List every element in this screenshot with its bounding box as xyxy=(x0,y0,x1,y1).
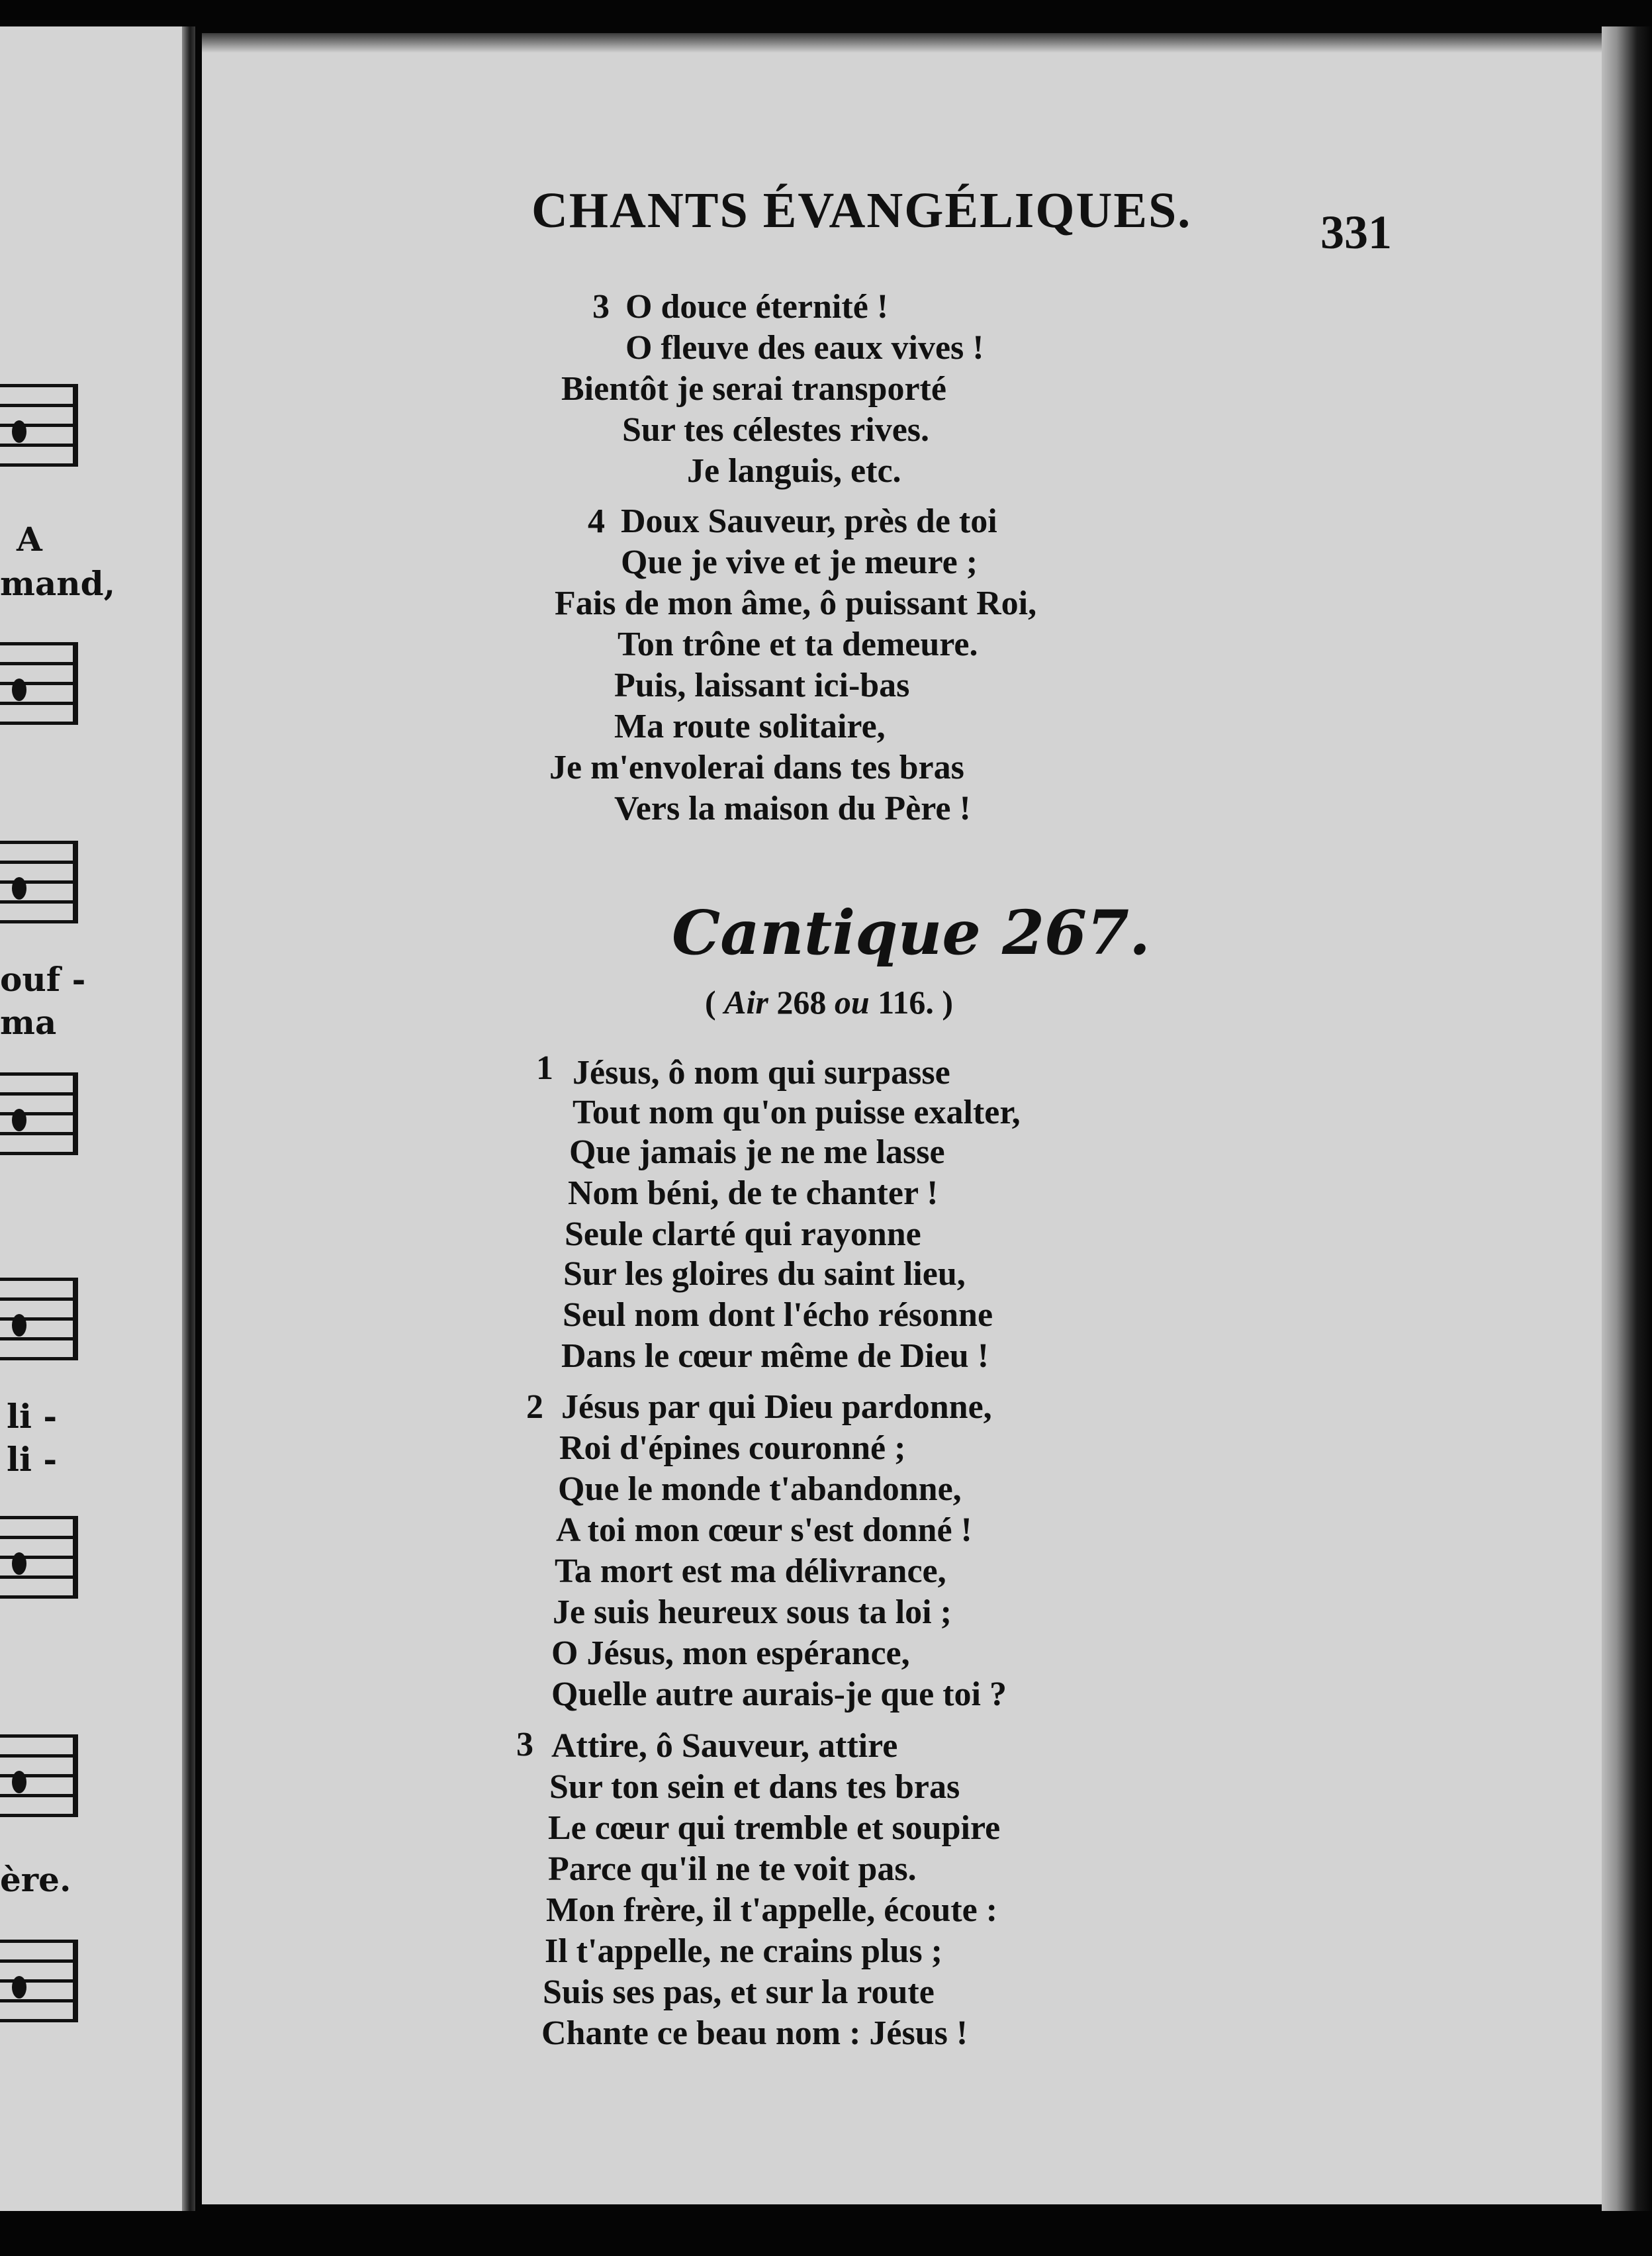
verse-line: Chante ce beau nom : Jésus ! xyxy=(541,2014,968,2052)
verse-line: Je m'envolerai dans tes bras xyxy=(549,749,964,786)
music-note-icon xyxy=(12,679,26,701)
tune-label: Air xyxy=(724,984,768,1021)
verse-line: A toi mon cœur s'est donné ! xyxy=(556,1511,972,1549)
music-note-icon xyxy=(12,1976,26,1998)
tune-or: ou xyxy=(834,984,870,1021)
running-title: CHANTS ÉVANGÉLIQUES. xyxy=(531,183,1192,238)
verse-line: O fleuve des eaux vives ! xyxy=(625,329,984,367)
left-fragment-text: li - xyxy=(7,1397,58,1436)
music-note-icon xyxy=(12,877,26,900)
verse-line: Suis ses pas, et sur la route xyxy=(543,1973,935,2011)
verse-line: Que je vive et je meure ; xyxy=(621,543,978,581)
verse-line: Vers la maison du Père ! xyxy=(614,790,971,827)
verse-line: O Jésus, mon espérance, xyxy=(551,1634,910,1672)
left-fragment-text: ma xyxy=(0,1003,57,1042)
left-fragment-text: mand, xyxy=(0,564,116,603)
verse-line: Fais de mon âme, ô puissant Roi, xyxy=(555,585,1037,622)
verse-line: Roi d'épines couronné ; xyxy=(559,1429,906,1467)
verse-line: Seule clarté qui rayonne xyxy=(565,1215,921,1253)
verse-line: O douce éternité ! xyxy=(625,288,889,326)
verse-line: Tout nom qu'on puisse exalter, xyxy=(573,1094,1021,1131)
music-staff xyxy=(0,1734,78,1820)
left-fragment-text: li - xyxy=(7,1440,58,1479)
verse-line: Que le monde t'abandonne, xyxy=(558,1470,962,1508)
stanza-number: 3 xyxy=(592,288,610,326)
music-staff xyxy=(0,1072,78,1158)
verse-line: Puis, laissant ici-bas xyxy=(614,667,910,704)
verse-line: Sur ton sein et dans tes bras xyxy=(549,1768,960,1806)
verse-line: Parce qu'il ne te voit pas. xyxy=(548,1850,917,1888)
verse-line: Le cœur qui tremble et soupire xyxy=(548,1809,1001,1847)
verse-line: Jésus, ô nom qui surpasse xyxy=(573,1054,950,1092)
verse-line: Seul nom dont l'écho résonne xyxy=(563,1296,993,1334)
tune-reference xyxy=(705,983,953,1021)
music-staff xyxy=(0,1278,78,1364)
page-number: 331 xyxy=(1320,206,1392,259)
music-staff xyxy=(0,384,78,470)
music-note-icon xyxy=(12,1771,26,1793)
book-gutter xyxy=(182,26,195,2211)
music-note-icon xyxy=(12,1109,26,1131)
verse-line: Attire, ô Sauveur, attire xyxy=(551,1727,898,1765)
verse-line: Je languis, etc. xyxy=(687,452,901,490)
tune-paren-open: ( xyxy=(705,984,716,1021)
tune-paren-close: ) xyxy=(942,984,954,1021)
verse-line: Sur tes célestes rives. xyxy=(622,411,930,449)
tune-number: 268 xyxy=(776,984,827,1021)
music-staff xyxy=(0,1516,78,1602)
stanza-number: 4 xyxy=(588,502,605,540)
verse-line: Quelle autre aurais-je que toi ? xyxy=(551,1675,1007,1713)
verse-line: Bientôt je serai transporté xyxy=(561,370,946,408)
verse-line: Que jamais je ne me lasse xyxy=(569,1133,945,1171)
verse-line: Ma route solitaire, xyxy=(614,708,886,745)
left-fragment-text: ère. xyxy=(0,1860,71,1899)
verse-line: Sur les gloires du saint lieu, xyxy=(563,1255,966,1293)
verse-line: Ta mort est ma délivrance, xyxy=(555,1552,946,1590)
music-note-icon xyxy=(12,1552,26,1575)
stanza-number: 3 xyxy=(516,1726,533,1763)
verse-line: Je suis heureux sous ta loi ; xyxy=(553,1593,952,1631)
tune-number-alt: 116. xyxy=(878,984,934,1021)
music-note-icon xyxy=(12,420,26,443)
page-edge-shadow xyxy=(1602,26,1652,2211)
hymn-title: Cantique 267. xyxy=(672,897,1151,968)
adjacent-page-fragment xyxy=(0,26,182,2211)
music-note-icon xyxy=(12,1314,26,1337)
stanza-number: 1 xyxy=(536,1049,553,1087)
music-staff xyxy=(0,841,78,927)
music-staff xyxy=(0,1940,78,2026)
music-staff xyxy=(0,642,78,728)
verse-line: Mon frère, il t'appelle, écoute : xyxy=(546,1891,998,1929)
left-fragment-text: A xyxy=(17,520,42,559)
verse-line: Dans le cœur même de Dieu ! xyxy=(561,1337,989,1375)
verse-line: Il t'appelle, ne crains plus ; xyxy=(545,1932,942,1970)
left-fragment-text: ouf - xyxy=(0,960,86,999)
verse-line: Doux Sauveur, près de toi xyxy=(621,502,997,540)
verse-line: Jésus par qui Dieu pardonne, xyxy=(561,1388,992,1426)
verse-line: Ton trône et ta demeure. xyxy=(618,626,978,663)
verse-line: Nom béni, de te chanter ! xyxy=(568,1174,939,1212)
stanza-number: 2 xyxy=(526,1388,543,1426)
